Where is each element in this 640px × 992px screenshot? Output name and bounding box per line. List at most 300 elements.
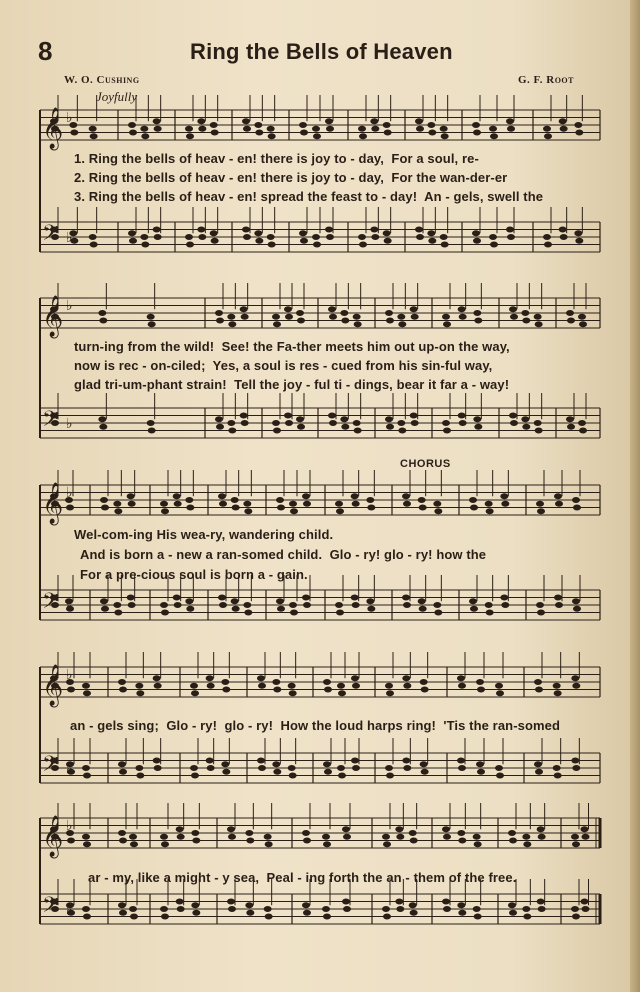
note-head [384,238,392,244]
note-head [197,118,205,124]
note-head [258,765,266,771]
note-head [244,610,252,616]
treble-clef-icon: 𝄞 [42,665,64,706]
note-head [285,420,293,426]
note-head [83,773,91,779]
note-head [567,424,575,430]
note-head [285,314,293,320]
note-head [383,914,391,920]
note-head [366,598,374,604]
bass-clef-icon: 𝄢 [42,221,59,251]
note-head [397,420,405,426]
note-head [147,314,155,320]
note-head [543,234,551,240]
note-head [113,501,121,507]
note-head [153,758,161,764]
note-head [228,321,236,327]
note-head [254,230,262,236]
note-head [571,906,579,912]
note-head [507,234,515,240]
note-head [476,761,484,767]
note-head [130,841,138,847]
note-head [509,306,517,312]
note-head [289,690,297,696]
flat-icon: ♭ [66,598,73,614]
flat-icon: ♭ [66,667,73,683]
note-head [420,761,428,767]
note-head [535,687,543,693]
note-head [443,428,451,434]
note-head [174,602,182,608]
note-head [495,683,503,689]
note-head [433,501,441,507]
note-head [277,606,285,612]
note-head [312,234,320,240]
note-head [222,769,230,775]
note-head [351,595,359,601]
lyric-s2-v3: glad tri-um-phant strain! Tell the joy - ful ti - dings, bear it far a - way! [74,377,510,392]
note-head [403,501,411,507]
note-head [534,314,542,320]
note-head [428,130,436,136]
note-head [272,761,280,767]
note-head [370,118,378,124]
note-head [303,602,311,608]
note-head [186,606,194,612]
note-head [440,234,448,240]
note-head [538,906,546,912]
note-head [486,610,494,616]
note-head [242,227,250,233]
note-head [458,306,466,312]
lyric-s2-v2: now is rec - on-ciled; Yes, a soul is res - cued from his sin-ful way, [74,358,493,373]
note-head [227,826,235,832]
note-head [153,675,161,681]
note-head [506,227,514,233]
note-head [396,834,404,840]
note-head [442,826,450,832]
note-head [442,314,450,320]
note-head [458,838,466,844]
note-head [231,598,239,604]
bass-clef-icon: 𝄢 [42,407,59,437]
note-head [411,420,419,426]
note-head [415,227,423,233]
note-head [148,428,156,434]
lyric-s3-v2: And is born a - new a ran-somed child. Glo - ry! glo - ry! how the [80,547,487,562]
note-head [129,834,137,840]
note-head [572,598,580,604]
note-head [89,234,97,240]
note-head [459,420,467,426]
note-head [228,428,236,434]
note-head [410,306,418,312]
note-head [257,758,265,764]
note-head [215,416,223,422]
note-head [582,906,590,912]
note-head [489,234,497,240]
note-head [367,606,375,612]
note-head [358,234,366,240]
note-head [129,130,137,136]
note-head [359,242,367,248]
note-head [573,505,581,511]
tempo-marking: Joyfully [96,89,138,104]
note-head [82,906,90,912]
note-head [536,501,544,507]
note-head [176,899,184,905]
note-head [272,314,280,320]
note-head [160,834,168,840]
flat-icon: ♭ [66,416,73,432]
note-head [129,238,137,244]
note-head [510,420,518,426]
note-head [245,830,253,836]
note-head [141,242,149,248]
note-head [118,761,126,767]
note-head [296,310,304,316]
bass-clef-icon: 𝄢 [42,893,59,923]
note-head [340,310,348,316]
note-head [411,314,419,320]
note-head [537,826,545,832]
note-head [243,234,251,240]
note-head [243,501,251,507]
note-head [148,321,156,327]
note-head [99,318,107,324]
lyricist-credit: W. O. Cushing [64,74,140,86]
note-head [352,765,360,771]
note-head [572,497,580,503]
note-head [154,765,162,771]
note-head [135,683,143,689]
note-head [243,602,251,608]
note-head [351,493,359,499]
note-head [302,595,310,601]
note-head [273,769,281,775]
note-head [554,690,562,696]
note-head [264,834,272,840]
note-head [410,413,418,419]
note-head [342,826,350,832]
flat-icon: ♭ [66,761,73,777]
treble-clef-icon: 𝄞 [42,108,64,149]
note-head [82,834,90,840]
note-head [154,126,162,132]
note-head [535,321,543,327]
note-head [398,428,406,434]
lyric-s1-v1: 1. Ring the bells of heav - en! there is joy to - day, For a soul, re- [74,151,479,166]
note-head [246,838,254,844]
note-head [136,773,144,779]
note-head [477,687,485,693]
note-head [402,595,410,601]
note-head [140,234,148,240]
note-head [147,420,155,426]
note-head [329,314,337,320]
note-head [326,234,334,240]
note-head [218,595,226,601]
note-head [191,902,199,908]
note-head [289,773,297,779]
note-head [197,227,205,233]
note-head [535,769,543,775]
note-head [290,508,298,514]
note-head [409,902,417,908]
note-head [523,914,531,920]
note-head [457,675,465,681]
note-head [474,841,482,847]
note-head [495,765,503,771]
note-head [496,773,504,779]
note-head [101,505,109,511]
note-head [371,126,379,132]
note-head [537,610,545,616]
note-head [186,133,194,139]
note-head [574,122,582,128]
note-head [289,602,297,608]
note-head [473,834,481,840]
note-head [402,758,410,764]
note-head [343,834,351,840]
note-head [402,493,410,499]
note-head [288,683,296,689]
note-head [574,230,582,236]
note-head [323,841,331,847]
note-head [508,902,516,908]
note-head [83,841,91,847]
note-head [522,906,530,912]
note-head [573,606,581,612]
note-head [341,318,349,324]
note-head [537,899,545,905]
note-head [443,906,451,912]
note-head [418,497,426,503]
note-head [441,133,449,139]
note-head [119,687,127,693]
note-head [489,126,497,132]
note-head [273,321,281,327]
note-head [501,501,509,507]
note-head [521,416,529,422]
flat-icon: ♭ [66,298,73,314]
note-head [553,683,561,689]
note-head [490,133,498,139]
note-head [206,758,214,764]
note-head [191,830,199,836]
note-head [572,683,580,689]
note-head [101,606,109,612]
note-head [470,606,478,612]
note-head [343,906,351,912]
lyric-s1-v3: 3. Ring the bells of heav - en! spread the feast to - day! An - gels, swell the [74,189,544,204]
note-head [337,683,345,689]
note-head [485,602,493,608]
note-head [255,238,263,244]
note-head [324,687,332,693]
bass-clef-icon: 𝄢 [42,752,59,782]
note-head [313,133,321,139]
note-head [264,906,272,912]
note-head [130,914,138,920]
note-head [161,914,169,920]
note-head [273,428,281,434]
note-head [353,314,361,320]
note-head [560,234,568,240]
lyric-s3-v3: For a pre-cious soul is born a - gain. [80,567,308,582]
note-head [290,610,298,616]
note-head [433,602,441,608]
note-head [459,314,467,320]
note-head [222,687,230,693]
note-head [141,133,149,139]
note-head [458,910,466,916]
note-head [241,314,249,320]
note-head [427,230,435,236]
note-head [114,508,122,514]
note-head [325,227,333,233]
note-head [572,914,580,920]
note-head [302,493,310,499]
note-head [228,834,236,840]
note-head [221,679,229,685]
note-head [371,234,379,240]
note-head [206,675,214,681]
note-head [268,242,276,248]
note-head [221,761,229,767]
note-head [506,118,514,124]
note-head [474,914,482,920]
note-head [536,602,544,608]
note-head [566,310,574,316]
note-head [185,126,193,132]
note-head [277,505,285,511]
note-head [383,122,391,128]
note-head [191,773,199,779]
note-head [354,428,362,434]
note-head [299,122,307,128]
note-head [543,126,551,132]
treble-clef-icon: 𝄞 [42,296,64,337]
note-head [161,508,169,514]
note-head [396,906,404,912]
note-head [119,910,127,916]
note-head [140,126,148,132]
note-head [567,318,575,324]
flat-icon: ♭ [66,902,73,918]
note-head [352,683,360,689]
note-head [265,914,273,920]
flat-icon: ♭ [66,818,73,834]
treble-clef-icon: 𝄞 [42,816,64,857]
note-head [98,310,106,316]
note-head [537,508,545,514]
note-head [366,497,374,503]
note-head [173,493,181,499]
note-head [232,606,240,612]
note-head [272,679,280,685]
note-head [198,234,206,240]
note-head [323,761,331,767]
note-head [476,679,484,685]
note-head [135,765,143,771]
note-head [535,428,543,434]
note-head [443,834,451,840]
note-head [418,598,426,604]
note-head [398,321,406,327]
note-head [302,902,310,908]
note-head [161,610,169,616]
note-head [303,910,311,916]
note-head [300,130,308,136]
note-head [296,416,304,422]
note-head [299,230,307,236]
note-head [128,122,136,128]
note-head [544,133,552,139]
note-head [457,830,465,836]
note-head [218,493,226,499]
note-head [289,501,297,507]
note-head [324,769,332,775]
note-head [177,906,185,912]
note-head [227,899,235,905]
note-head [127,493,135,499]
note-head [342,899,350,905]
note-head [186,242,194,248]
note-head [382,834,390,840]
note-head [578,314,586,320]
note-head [385,310,393,316]
note-head [385,416,393,422]
note-head [136,690,144,696]
note-head [403,683,411,689]
note-head [416,234,424,240]
note-head [510,314,518,320]
note-head [410,838,418,844]
note-head [207,765,215,771]
note-head [302,830,310,836]
note-head [227,314,235,320]
note-head [245,902,253,908]
note-head [473,416,481,422]
note-head [496,690,504,696]
flat-icon: ♭ [66,230,73,246]
note-head [114,610,122,616]
note-head [284,306,292,312]
note-head [241,420,249,426]
note-head [297,318,305,324]
note-head [210,230,218,236]
note-head [572,841,580,847]
note-head [265,841,273,847]
note-head [469,598,477,604]
note-head [211,130,219,136]
note-head [434,610,442,616]
note-head [507,126,515,132]
note-head [119,838,127,844]
note-head [83,914,91,920]
note-head [338,773,346,779]
note-head [420,679,428,685]
note-head [100,598,108,604]
note-head [215,310,223,316]
note-head [544,242,552,248]
note-head [240,306,248,312]
note-head [113,602,121,608]
note-head [457,758,465,764]
note-head [323,679,331,685]
note-head [581,899,589,905]
